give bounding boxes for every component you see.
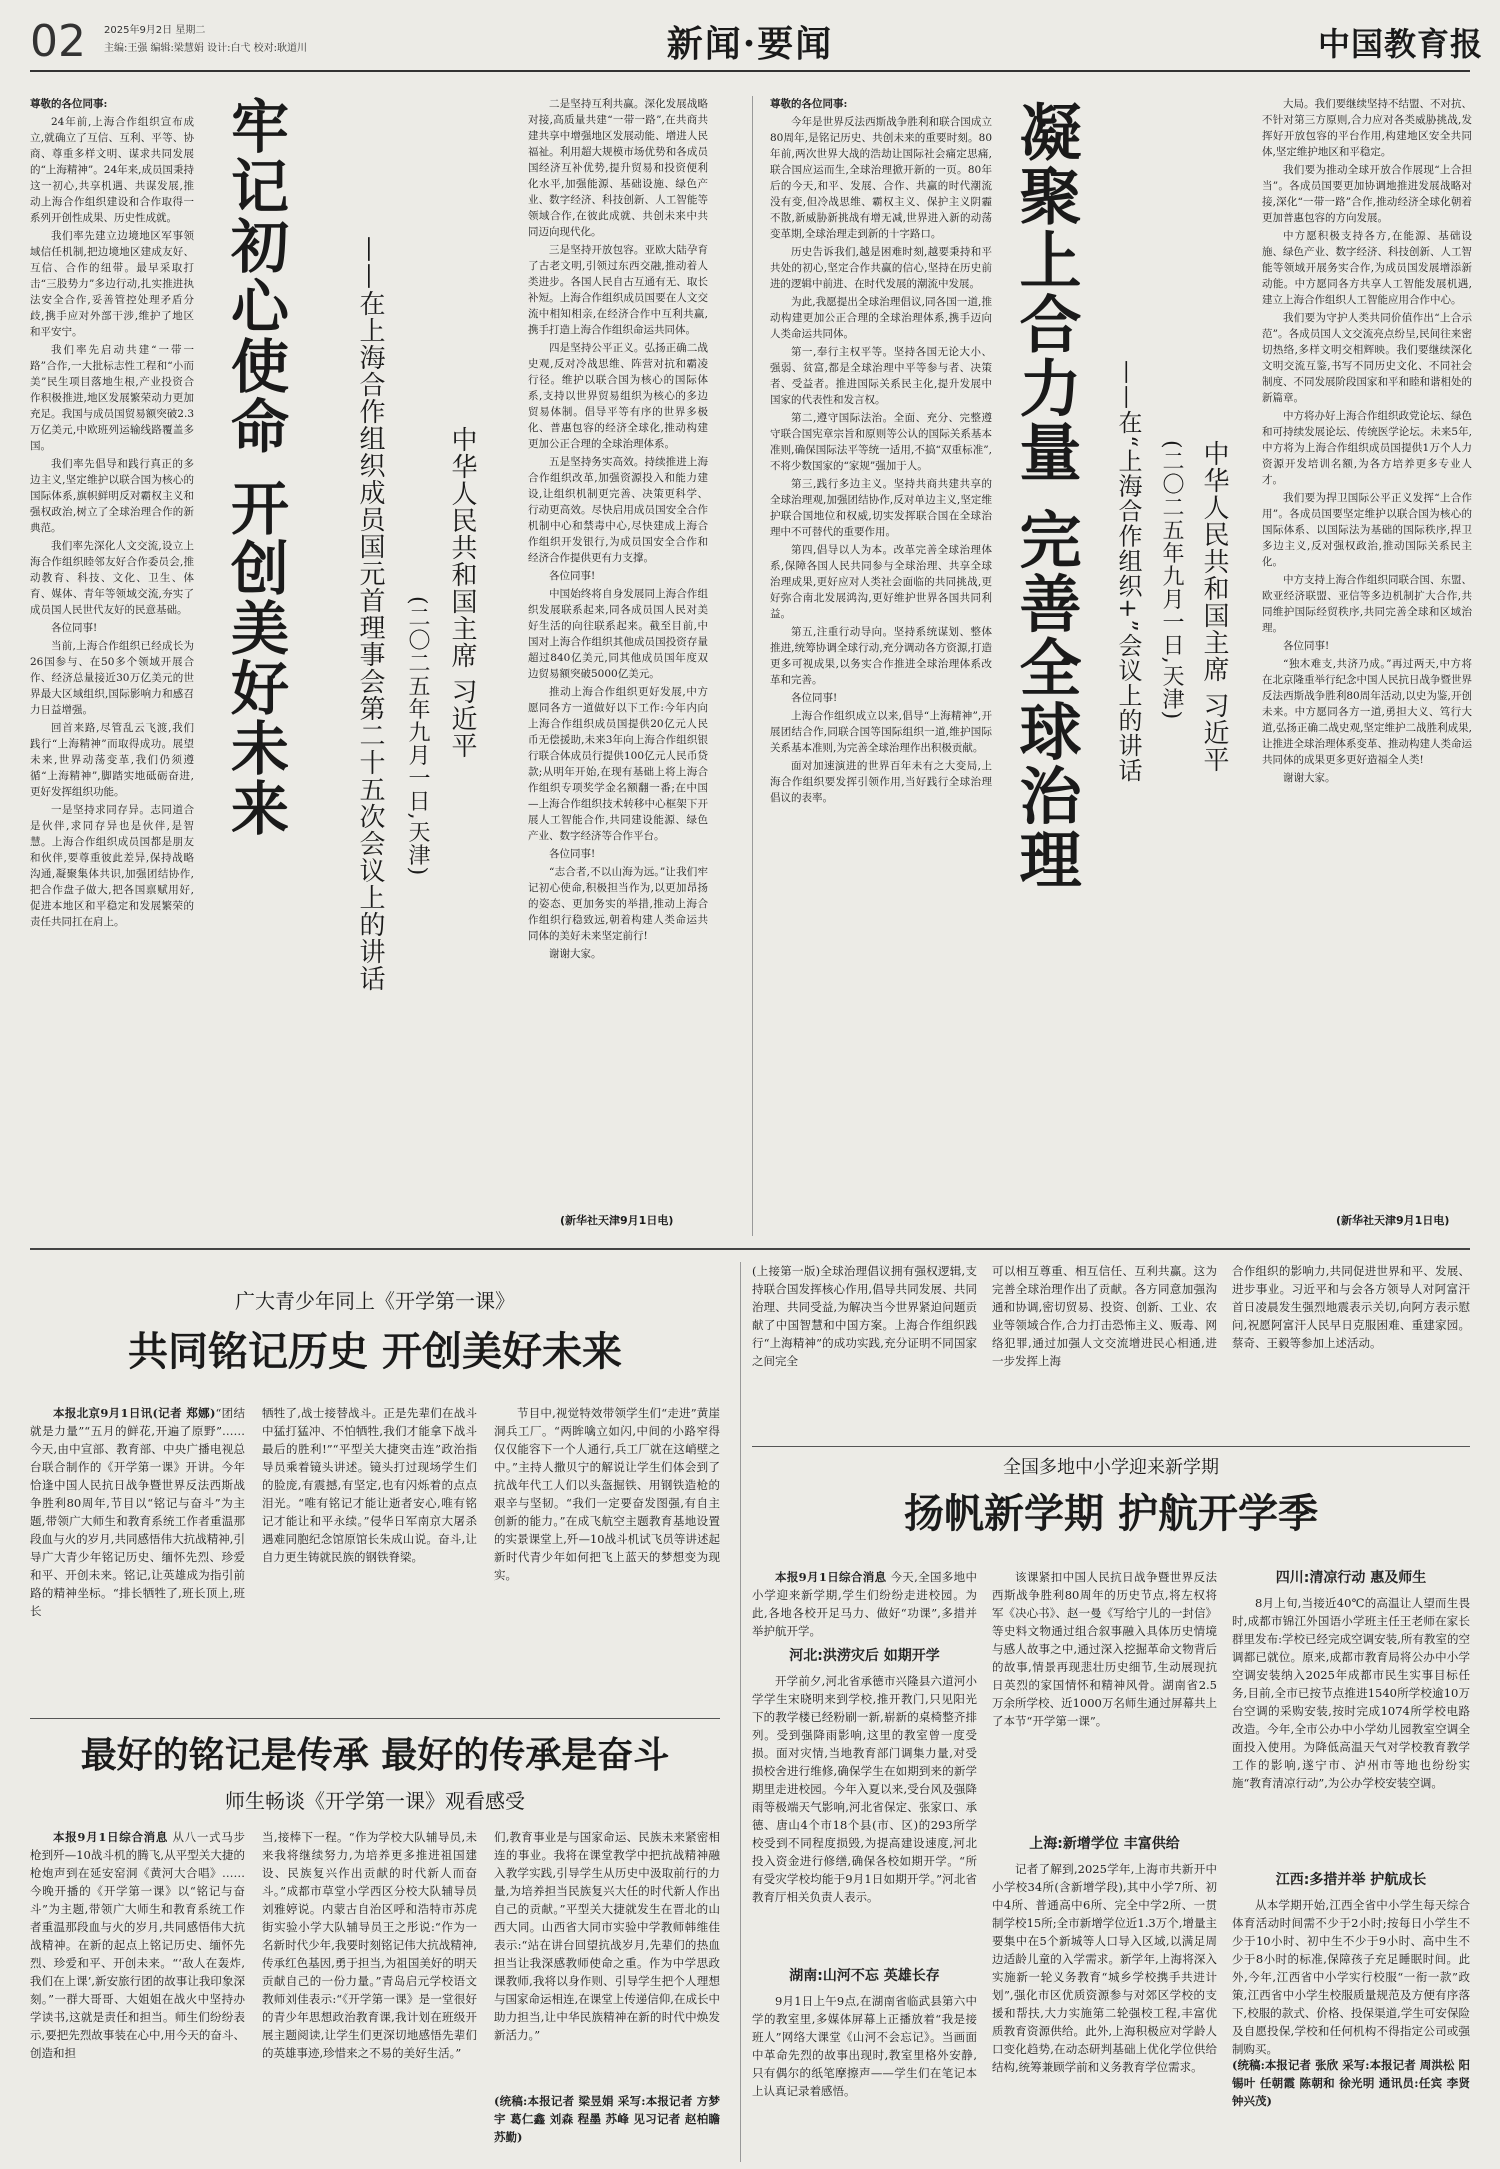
- carry-col3: [1232, 1262, 1470, 1440]
- left-speech-col2-text: [528, 96, 708, 1201]
- article1-headline: 共同铭记历史 开创美好未来: [128, 1329, 622, 1375]
- left-speech-date: (二〇二五年九月一日,天津): [405, 596, 430, 877]
- speech-paragraph: 四是坚持公平正义。弘扬正确二战史观,反对冷战思维、阵营对抗和霸凌行径。维护以联合国为核心的国际体系,支持以世界贸易组织为核心的多边贸易体制。倡导平等有序的世界多极化、普惠包容的经济全球化,推动构建更加公正合理的全球治理体系。: [528, 342, 708, 450]
- left-speech-source: (新华社天津9月1日电): [560, 1214, 674, 1227]
- article3-shanghai-heading: 上海:新增学位 丰富供给: [1029, 1836, 1180, 1852]
- article1-col1-text: “团结就是力量”“五月的鲜花,开遍了原野”……今天,由中宣部、教育部、中央广播电视总台联合制作的《开学第一课》开讲。今年恰逢中国人民抗日战争暨世界反法西斯战争胜利80周年,节目以“铭记与奋斗”为主题,带领广大师生和教育系统工作者重温那段血与火的岁月,共同感悟伟大抗战精神,引导广大青少年铭记历史、缅怀先烈、珍爱和平、开创未来。铭记,让英雄成为指引前路的精神坐标。“排长牺牲了,班长顶上,班长: [30, 1406, 245, 1618]
- right-speech-col1: [770, 96, 992, 1236]
- speech-paragraph: 第二,遵守国际法治。全面、充分、完整遵守联合国宪章宗旨和原则等公认的国际关系基本准则,确保国际法平等统一适用,不搞“双重标准”,不将少数国家的“家规”强加于人。: [770, 412, 992, 472]
- left-speech-col1: [30, 96, 194, 1236]
- article3-col1: [752, 1568, 977, 2163]
- article2-col2: [262, 1828, 477, 2158]
- speech-paragraph: 面对加速演进的世界百年未有之大变局,上海合作组织要发挥引领作用,当好践行全球治理倡议的表率。: [770, 760, 992, 804]
- speech-paragraph: 我们率先深化人文交流,设立上海合作组织睦邻友好合作委员会,推动教育、科技、文化、卫生、体育、媒体、青年等领域交流,夯实了成员国人民世代友好的民意基础。: [30, 540, 194, 616]
- carry-rule: [752, 1446, 1470, 1447]
- speech-paragraph: 历史告诉我们,越是困难时刻,越要秉持和平共处的初心,坚定合作共赢的信心,坚持在历史前进的逻辑中前进、在时代发展的潮流中发展。: [770, 246, 992, 290]
- carry-col1-text: (上接第一版)全球治理倡议拥有强权逻辑,支持联合国发挥核心作用,倡导共同发展、共同治理、共同受益,为解决当今世界紧迫问题贡献了中国智慧和中国方案。上海合作组织践行“上海精神”的成功实践,充分证明不同国家之间完全: [752, 1264, 977, 1368]
- speech-paragraph: 我们要为推动全球开放合作展现“上合担当”。各成员国要更加协调地推进发展战略对接,深化“一带一路”合作,推动经济全球化朝着更加普惠包容的方向发展。: [1262, 164, 1472, 224]
- right-speech-source: (新华社天津9月1日电): [1336, 1214, 1450, 1227]
- speech-paragraph: 一是坚持求同存异。志同道合是伙伴,求同存异也是伙伴,是智慧。上海合作组织成员国都是朋友和伙伴,要尊重彼此差异,保持战略沟通,凝聚集体共识,加强团结协作,把合作盘子做大,把各国禀赋用好,促进本地区和平稳定和发展繁荣的责任共同扛在肩上。: [30, 804, 194, 928]
- article1-col3: [494, 1404, 720, 1709]
- carry-col2-text: 可以相互尊重、相互信任、互利共赢。这为完善全球治理作出了贡献。各方同意加强沟通和协调,密切贸易、投资、创新、工业、农业等领域合作,合力打击恐怖主义、贩毒、网络犯罪,通过加强人文交流增进民心相通,进一步发挥上海: [992, 1264, 1217, 1368]
- speech-paragraph: 各位同事!: [549, 570, 596, 582]
- left-speech-author: 中华人民共和国主席 习近平: [447, 426, 477, 760]
- speech-paragraph: 第三,践行多边主义。坚持共商共建共享的全球治理观,加强团结协作,反对单边主义,坚定维护联合国地位和权威,切实发挥联合国在全球治理中不可替代的重要作用。: [770, 478, 992, 538]
- article3-jiangxi-heading: 江西:多措并举 护航成长: [1275, 1872, 1427, 1888]
- speech-paragraph: 三是坚持开放包容。亚欧大陆孕育了古老文明,引领过东西交融,推动着人类进步。各国人民自古互通有无、取长补短。上海合作组织成员国要在人文交流中相知相亲,在经济合作中互利共赢,携手打造上海合作组织命运共同体。: [528, 244, 708, 336]
- speech-paragraph: 上海合作组织成立以来,倡导“上海精神”,开展团结合作,同联合国等国际组织一道,维护国际关系基本准则,为完善全球治理作出积极贡献。: [770, 710, 992, 754]
- article3-kicker: 全国多地中小学迎来新学期: [1003, 1457, 1219, 1478]
- article2-col1: [30, 1828, 245, 2158]
- carry-col1: [752, 1262, 977, 1440]
- section-title: 新闻·要闻: [666, 23, 834, 65]
- right-speech-author: 中华人民共和国主席 习近平: [1199, 440, 1229, 774]
- speech-paragraph: 我们率先建立边境地区军事领域信任机制,把边境地区建成友好、互信、合作的纽带。最早采取打击“三股势力”多边行动,扎实推进执法安全合作,妥善管控处理矛盾分歧,携手应对外部干涉,维护了地区和平安宁。: [30, 230, 194, 338]
- right-speech-subtitle: ——在“上海合作组织+”会议上的讲话: [1114, 360, 1142, 783]
- staff-line: 主编:王强 编辑:梁慧娟 设计:白弋 校对:耿道川: [104, 43, 308, 54]
- speech-paragraph: 当前,上海合作组织已经成长为26国参与、在50多个领域开展合作、经济总量接近30万亿美元的世界最大区域组织,国际影响力和感召力日益增强。: [30, 640, 194, 716]
- article3-intro: 今天,全国多地中小学迎来新学期,学生们纷纷走进校园。为此,各地各校开足马力、做好“功课”,多措并举护航开学。: [752, 1570, 977, 1638]
- carry-col3-text: 合作组织的影响力,共同促进世界和平、发展、进步事业。习近平和与会各方领导人对阿富汗首日凌晨发生强烈地震表示关切,向阿方表示慰问,祝愿阿富汗人民早日克服困难、重建家园。蔡奇、王毅等参加上述活动。: [1232, 1264, 1470, 1350]
- left-speech-subtitle: ——在上海合作组织成员国元首理事会第二十五次会议上的讲话: [355, 236, 385, 992]
- speech-paragraph: 谢谢大家。: [1283, 772, 1336, 784]
- speech-paragraph: 今年是世界反法西斯战争胜利和联合国成立80周年,是铭记历史、共创未来的重要时刻。80年前,两次世界大战的浩劫让国际社会痛定思痛,联合国应运而生,全球治理掀开新的一页。80年后的今天,和平、发展、合作、共赢的时代潮流没有变,但冷战思维、霸权主义、保护主义阴霾不散,新威胁新挑战有增无减,世界进入新的动荡变革期,全球治理走到新的十字路口。: [770, 116, 992, 240]
- speech-paragraph: 大局。我们要继续坚持不结盟、不对抗、不针对第三方原则,合力应对各类威胁挑战,发挥好开放包容的平台作用,构建地区安全共同体,坚定维护地区和平稳定。: [1262, 98, 1472, 158]
- speech-paragraph: 第四,倡导以人为本。改革完善全球治理体系,保障各国人民共同参与全球治理、共享全球治理成果,更好应对人类社会面临的共同挑战,更好弥合南北发展鸿沟,更好维护世界各国共同利益。: [770, 544, 992, 620]
- article2-col3-text: 们,教育事业是与国家命运、民族未来紧密相连的事业。我将在课堂教学中把抗战精神融入教学实践,引导学生从历史中汲取前行的力量,为培养担当民族复兴大任的时代新人作出自己的贡献。”平型关大捷就发生在晋北的山西大同。山西省大同市实验中学教师韩维佳表示:“站在讲台回望抗战岁月,先辈们的热血担当让我深感教师使命之重。作为中学思政课教师,我将以身作则、引导学生把个人理想与国家命运相连,在课堂上传递信仰,在成长中助力担当,让中华民族精神在新的时代中焕发新活力。”: [494, 1830, 720, 2042]
- article3-hunan-heading: 湖南:山河不忘 英雄长存: [789, 1968, 940, 1984]
- right-speech-date: (二〇二五年九月一日,天津): [1159, 440, 1184, 721]
- article1-rule: [30, 1718, 720, 1719]
- speech-paragraph: 我们要为守护人类共同价值作出“上合示范”。各成员国人文交流亮点纷呈,民间往来密切热络,多样文明交相辉映。我们要继续深化文明交流互鉴,书写不同历史文化、不同社会制度、不同发展阶段国家和平和睦和谐相处的新篇章。: [1262, 312, 1472, 404]
- right-speech-title: 凝聚上合力量 完善全球治理: [1009, 100, 1082, 892]
- speech-paragraph: 第一,奉行主权平等。坚持各国无论大小、强弱、贫富,都是全球治理中平等参与者、决策者、受益者。推进国际关系民主化,提升发展中国家的代表性和发言权。: [770, 346, 992, 406]
- article3-hebei-heading: 河北:洪涝灾后 如期开学: [789, 1648, 940, 1664]
- article3-headline: 扬帆新学期 护航开学季: [904, 1491, 1318, 1537]
- speech-paragraph: 尊敬的各位同事:: [30, 98, 108, 110]
- article1-col2-text: 牺牲了,战士接替战斗。正是先辈们在战斗中猛打猛冲、不怕牺牲,我们才能拿下战斗最后的胜利!”“平型关大捷突击连”政治指导员乘着镜头讲述。镜头打过现场学生们的脸庞,有震撼,有坚定,也有闪烁着的点点泪光。“唯有铭记才能让逝者安心,唯有铭记才能让和平永续。”侵华日军南京大屠杀遇难同胞纪念馆原馆长朱成山说。奋斗,让自力更生铸就民族的钢铁脊梁。: [262, 1406, 477, 1564]
- speech-paragraph: 回首来路,尽管乱云飞渡,我们践行“上海精神”而取得成功。展望未来,世界动荡变革,我们仍须遵循“上海精神”,脚踏实地砥砺奋进,更好发挥组织功能。: [30, 722, 194, 798]
- speech-paragraph: 中方将办好上海合作组织政党论坛、绿色和可持续发展论坛、传统医学论坛。未来5年,中方将为上海合作组织成员国提供1万个人力资源开发培训名额,为各方培养更多专业人才。: [1262, 410, 1472, 486]
- speech-paragraph: 各位同事!: [549, 848, 596, 860]
- article2-col1-text: 从八一式马步枪到歼—10战斗机的腾飞,从平型关大捷的枪炮声到在延安窑洞《黄河大合唱》……今晚开播的《开学第一课》以“铭记与奋斗”为主题,带领广大师生和教育系统工作者重温那段血与火的岁月,共同感悟伟大抗战精神。在新的起点上铭记历史、缅怀先烈、珍爱和平、开创未来。“‘敌人在轰炸,我们在上课’,新安旅行团的故事让我印象深刻。”一群大哥哥、大姐姐在战火中坚持办学读书,这就是责任和担当。师生们纷纷表示,要把先烈故事装在心中,用今天的奋斗、创造和担: [30, 1830, 246, 2060]
- article2-col3: [494, 1828, 720, 2158]
- article1-byline: 本报北京9月1日讯(记者 郑娜): [53, 1406, 216, 1420]
- speech-paragraph: 第五,注重行动导向。坚持系统谋划、整体推进,统筹协调全球行动,充分调动各方资源,打造更多可视成果,以务实合作推进全球治理体系改革和完善。: [770, 626, 992, 686]
- speech-divider: [752, 96, 753, 1236]
- speech-paragraph: 尊敬的各位同事:: [770, 98, 848, 110]
- article2-credits: (统稿:本报记者 梁昱娟 采写:本报记者 方梦宇 葛仁鑫 刘森 程墨 苏峰 见习记者 赵柏瞻 苏勤): [494, 2094, 720, 2144]
- speech-paragraph: 谢谢大家。: [549, 948, 602, 960]
- article3-sichuan-heading: 四川:清凉行动 惠及师生: [1275, 1570, 1427, 1586]
- article3-hunan-text-cont: 该课紧扣中国人民抗日战争暨世界反法西斯战争胜利80周年的历史节点,将左权将军《决心书》、赵一曼《写给宁儿的一封信》等史料文物通过组合叙事融入具体历史情境与感人故事之中,通过深入挖掘革命文物背后的故事,情景再现悲壮历史细节,生动展现抗日英烈的家国情怀和精神风骨。湖南省2.5万余所学校、近1000万名师生通过屏幕共上了本节“开学第一课”。: [992, 1570, 1217, 1728]
- section-rule-1: [30, 1248, 1470, 1250]
- article3-sichuan-text: 8月上旬,当接近40℃的高温让人望而生畏时,成都市锦江外国语小学班主任王老师在家长群里发布:学校已经完成空调安装,所有教室的空调都已就位。原来,成都市教育局将公办中小学空调安装纳入2025年成都市民生实事目标任务,目前,全市已按节点推进1540所学校逾10万台空调的采购安装,按时完成1074所学校电路改造。今年,全市公办中小学幼儿园教室空调全面投入使用。为降低高温天气对学校教育教学工作的影响,遂宁市、泸州市等地也纷纷实施“教育清凉行动”,为公办学校安装空调。: [1232, 1596, 1470, 1790]
- article3-credits: (统稿:本报记者 张欣 采写:本报记者 周洪松 阳锡叶 任朝霞 陈朝和 徐光明 通讯员:任宾 李贤 钟兴茂): [1232, 2058, 1470, 2108]
- article3-col2: [992, 1568, 1217, 2163]
- speech-paragraph: 五是坚持务实高效。持续推进上海合作组织改革,加强资源投入和能力建设,让组织机制更完善、决策更科学、行动更高效。尽快启用成员国安全合作机制中心和禁毒中心,尽快建成上海合作组织开发银行,为成员国安全合作和经济合作提供更有力支撑。: [528, 456, 708, 564]
- article3-shanghai-text: 记者了解到,2025学年,上海市共新开中小学校34所(含新增学段),其中小学7所、初中4所、普通高中6所、完全中学2所、一贯制学校15所;全市新增学位近1.3万个,增量主要集中在5个新城等人口导入区域,以满足周边适龄儿童的入学需求。新学年,上海将深入实施新一轮义务教育“城乡学校携手共进计划”,强化市区优质资源参与对郊区学校的支援和帮扶,大力实施第二轮强校工程,丰富优质教育资源供给。此外,上海积极应对学龄人口变化趋势,在动态研判基础上优化学位供给结构,统筹兼顾学前和义务教育学位需求。: [992, 1862, 1217, 2074]
- right-speech-col2: [1262, 96, 1472, 1206]
- article3-hunan-text: 9月1日上午9点,在湖南省临武县第六中学的教室里,多媒体屏幕上正播放着“我是接班人”网络大课堂《山河不会忘记》。当画面中革命先烈的故事出现时,教室里格外安静,只有偶尔的纸笔摩擦声——学生们在笔记本上认真记录着感悟。: [752, 1994, 977, 2098]
- masthead: [0, 0, 1500, 67]
- speech-paragraph: 为此,我愿提出全球治理倡议,同各国一道,推动构建更加公正合理的全球治理体系,携手迈向人类命运共同体。: [770, 296, 992, 340]
- article3-byline: 本报9月1日综合消息: [775, 1570, 887, 1584]
- date-line: 2025年9月2日 星期二: [104, 25, 206, 36]
- page-number: 02: [30, 16, 86, 67]
- speech-paragraph: 我们率先启动共建“一带一路”合作,一大批标志性工程和“小而美”民生项目落地生根,产业投资合作积极推进,地区发展繁荣动力更加充足。我国与成员国贸易额突破2.3万亿美元,中欧班列运输线路覆盖多国。: [30, 344, 194, 452]
- article2-col2-text: 当,接棒下一程。“作为学校大队辅导员,未来我将继续努力,为培养更多推进祖国建设、民族复兴作出贡献的时代新人而奋斗。”成都市草堂小学西区分校大队辅导员刘雅婷说。内蒙古自治区呼和浩特市苏虎街实验小学大队辅导员王之彤说:“作为一名新时代少年,我要时刻铭记伟大抗战精神,传承红色基因,勇于担当,为祖国美好的明天贡献自己的一份力量。”青岛启元学校语文教师刘佳表示:“《开学第一课》是一堂很好的青少年思想政治教育课,我计划在班级开展主题阅读,让学生们更深切地感悟先辈们的英雄事迹,珍惜来之不易的美好生活。”: [262, 1830, 477, 2060]
- speech-paragraph: 24年前,上海合作组织宣布成立,就确立了互信、互利、平等、协商、尊重多样文明、谋求共同发展的“上海精神”。24年来,成员国秉持这一初心,共享机遇、共谋发展,推动上海合作组织建设和合作取得一系列开创性成果、历史性成就。: [30, 116, 194, 224]
- article1-col2: [262, 1404, 477, 1709]
- article2-subhead: 师生畅谈《开学第一课》观看感受: [225, 1789, 525, 1813]
- newspaper-logo: 中国教育报: [1318, 25, 1484, 63]
- article2-headline: 最好的铭记是传承 最好的传承是奋斗: [80, 1735, 670, 1776]
- speech-paragraph: 各位同事!: [51, 622, 98, 634]
- speech-paragraph: 中方愿积极支持各方,在能源、基础设施、绿色产业、数字经济、科技创新、人工智能等领域开展务实合作,为成员国发展增添新动能。中方愿同各方共享人工智能发展机遇,建立上海合作组织人工智能应用合作中心。: [1262, 230, 1472, 306]
- speech-paragraph: 我们要为捍卫国际公平正义发挥“上合作用”。各成员国要坚定维护以联合国为核心的国际体系、以国际法为基础的国际秩序,捍卫多边主义,反对强权政治,推动国际关系民主化。: [1262, 492, 1472, 568]
- article3-col3: [1232, 1568, 1470, 2163]
- speech-paragraph: 各位同事!: [1283, 640, 1330, 652]
- masthead-rule: [30, 70, 1470, 72]
- left-speech-title: 牢记初心使命 开创美好未来: [221, 96, 289, 839]
- article2-byline: 本报9月1日综合消息: [53, 1830, 169, 1844]
- article3-jiangxi-text: 从本学期开始,江西全省中小学生每天综合体育活动时间需不少于2小时;按每日小学生不少于10小时、初中生不少于9小时、高中生不少于8小时的标准,保障孩子充足睡眠时间。此外,今年,江西省中小学实行校服“一衔一款”政策,江西省中小学生校服质量规范及方便有序落下,校服的款式、价格、投保渠道,学生可安保险及自愿投保,学校和任何机构不得指定公司或强制购买。: [1232, 1898, 1470, 2056]
- article1-col1: [30, 1404, 245, 1709]
- speech-paragraph: “独木难支,共济乃成。”再过两天,中方将在北京隆重举行纪念中国人民抗日战争暨世界反法西斯战争胜利80周年活动,以史为鉴,开创未来。中方愿同各方一道,勇担大义、笃行大道,弘扬正确二战史观,坚定维护二战胜利成果,让推进全球治理体系变革、推动构建人类命运共同体的成果更多更好造福全人类!: [1262, 658, 1472, 766]
- bottom-divider: [740, 1262, 741, 2162]
- speech-paragraph: 二是坚持互利共赢。深化发展战略对接,高质量共建“一带一路”,在共商共建共享中增强地区发展动能、增进人民福祉。利用超大规模市场优势和各成员国经济互补优势,提升贸易和投资便利化水平,加强能源、基础设施、绿色产业、数字经济、科技创新、人工智能等领域合作,在彼此成就、共创未来中共同迈向现代化。: [528, 98, 708, 238]
- speech-paragraph: 各位同事!: [791, 692, 838, 704]
- speech-paragraph: 中方支持上海合作组织同联合国、东盟、欧亚经济联盟、亚信等多边机制扩大合作,共同维护国际经贸秩序,共同完善全球和区域治理。: [1262, 574, 1472, 634]
- speech-paragraph: 我们率先倡导和践行真正的多边主义,坚定维护以联合国为核心的国际体系,旗帜鲜明反对霸权主义和强权政治,树立了全球治理合作的新典范。: [30, 458, 194, 534]
- speech-paragraph: 推动上海合作组织更好发展,中方愿同各方一道做好以下工作:今年内向上海合作组织成员国提供20亿元人民币无偿援助,未来3年向上海合作组织银行联合体成员行提供100亿元人民币贷款;从明年开始,在现有基础上将上海合作组织专项奖学金名额翻一番;在中国—上海合作组织技术转移中心框架下开展人工智能合作,共同建设能源、绿色产业、数字经济等合作平台。: [528, 686, 708, 842]
- speech-paragraph: 中国始终将自身发展同上海合作组织发展联系起来,同各成员国人民对美好生活的向往联系起来。截至目前,中国对上海合作组织其他成员国投资存量超过840亿美元,同其他成员国年度双边贸易额突破5000亿美元。: [528, 588, 708, 680]
- article1-kicker: 广大青少年同上《开学第一课》: [235, 1289, 515, 1313]
- article1-col3-text: 节目中,视觉特效带领学生们“走进”黄崖洞兵工厂。“两眸噙立如闪,中间的小路窄得仅仅能容下一个人通行,兵工厂就在这峭壁之中。”主持人撒贝宁的解说让学生们体会到了抗战年代工人们以头盔掘铁、用钢铁造枪的艰辛与坚韧。“我们一定要奋发图强,有自主创新的能力。”在成飞航空主题教育基地设置的实景课堂上,歼—10战斗机试飞员等讲述起新时代青少年如何把飞上蓝天的梦想变为现实。: [494, 1406, 720, 1582]
- article3-hebei-text: 开学前夕,河北省承德市兴隆县六道河小学学生宋晓明来到学校,推开教门,只见阳光下的教学楼已经粉刷一新,崭新的桌椅整齐排列。受到强降雨影响,这里的教室曾一度受损。面对灾情,当地教育部门调集力量,对受损校舍进行维修,确保学生在如期到来的新学期里走进校园。今年入夏以来,受台风及强降雨等极端天气影响,河北省保定、张家口、承德、唐山4个市18个县(市、区)的293所学校受到不同程度损毁,为提高建设速度,河北投入资金进行修缮,确保各校如期开学。“所有受灾学校均能于9月1日如期开学。”河北省教育厅相关负责人表示。: [752, 1674, 977, 1904]
- carry-col2: [992, 1262, 1217, 1440]
- speech-paragraph: “志合者,不以山海为远。”让我们牢记初心使命,积极担当作为,以更加昂扬的姿态、更加务实的举措,推动上海合作组织行稳致远,朝着构建人类命运共同体的美好未来坚定前行!: [528, 866, 708, 942]
